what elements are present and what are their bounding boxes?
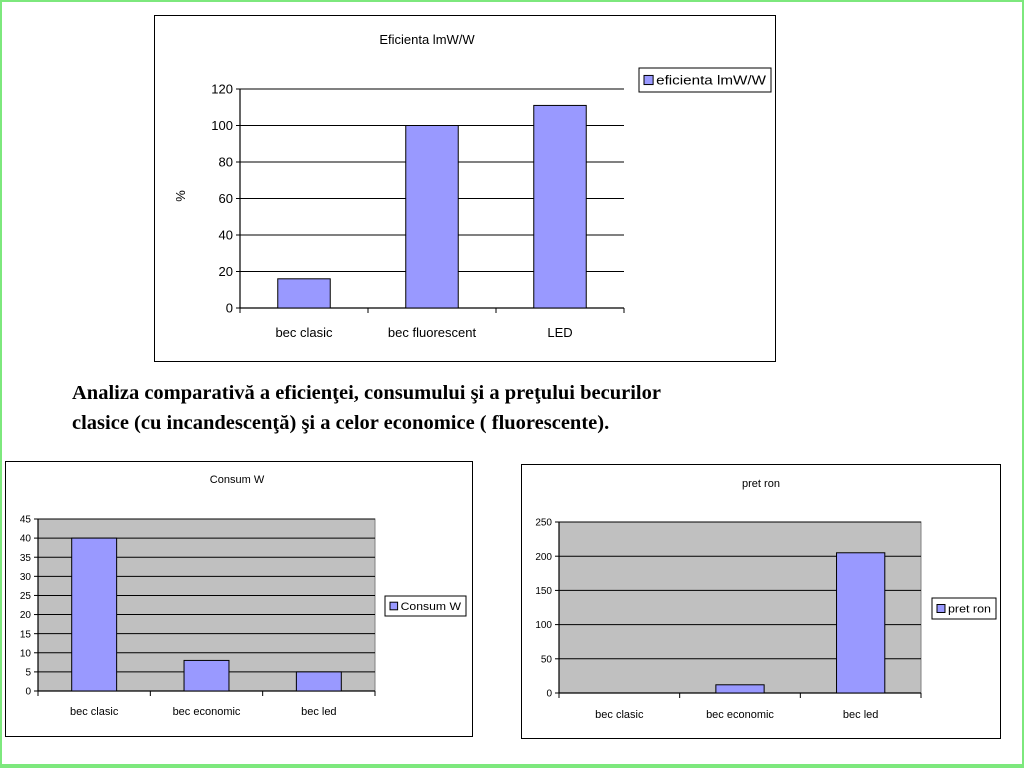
efficiency-y-tick-label: 60 [218,191,233,207]
efficiency-chart-svg [155,16,775,361]
price-legend-swatch [937,605,945,613]
consumption-bar [72,538,117,691]
efficiency-y-tick-label: 40 [218,227,233,243]
consumption-chart-svg [6,462,472,736]
price-y-tick-label: 100 [535,620,552,632]
efficiency-y-tick-label: 80 [218,154,233,170]
efficiency-bar [278,279,330,308]
efficiency-y-tick-label: 20 [218,264,233,280]
efficiency-bar [534,105,586,308]
consumption-y-tick-label: 20 [19,610,31,622]
consumption-y-tick-label: 35 [19,552,31,564]
price-bar [716,685,764,693]
price-y-tick-label: 200 [535,551,552,563]
caption-line-1: Analiza comparativă a eficienţei, consumului şi a preţului becurilor [72,382,661,404]
consumption-legend-swatch [390,602,398,610]
consumption-y-tick-label: 45 [19,514,31,526]
price-bar [837,553,885,693]
efficiency-chart [154,15,776,362]
efficiency-y-axis-label: % [173,190,188,202]
consumption-category-label: bec economic [172,706,241,718]
consumption-category-label: bec clasic [70,706,119,718]
consumption-y-tick-label: 30 [19,571,31,583]
price-chart [521,464,1001,739]
price-category-label: bec clasic [595,709,644,721]
efficiency-chart-title: Eficienta lmW/W [379,32,475,47]
efficiency-y-tick-label: 100 [211,118,233,134]
consumption-category-label: bec led [301,706,337,718]
price-chart-svg [522,465,1000,738]
efficiency-category-label: LED [547,325,573,340]
consumption-y-tick-label: 25 [19,591,31,603]
efficiency-legend-swatch [644,75,653,84]
consumption-chart [5,461,473,737]
efficiency-category-label: bec fluorescent [387,325,477,340]
consumption-chart-title: Consum W [209,474,265,486]
efficiency-bar [406,126,458,309]
consumption-y-tick-label: 10 [19,648,31,660]
consumption-y-tick-label: 5 [25,667,31,679]
efficiency-category-label: bec clasic [275,325,333,340]
efficiency-legend-label: eficienta lmW/W [656,72,767,88]
price-legend-label: pret ron [947,603,991,616]
price-category-label: bec economic [706,709,774,721]
consumption-y-tick-label: 0 [25,686,31,698]
price-category-label: bec led [842,709,879,721]
price-y-tick-label: 250 [535,517,552,529]
price-y-tick-label: 50 [540,654,552,666]
consumption-bar [184,660,229,691]
efficiency-y-tick-label: 0 [225,300,233,316]
price-chart-title: pret ron [742,478,780,490]
efficiency-y-tick-label: 120 [211,81,233,97]
price-y-tick-label: 0 [546,688,552,700]
price-y-tick-label: 150 [535,586,552,597]
caption-line-2: clasice (cu incandescenţă) şi a celor economice ( fluorescente). [72,412,610,434]
caption [72,378,932,438]
consumption-y-tick-label: 15 [19,629,31,641]
consumption-legend-label: Consum W [400,600,462,613]
consumption-bar [296,672,341,691]
consumption-y-tick-label: 40 [19,533,31,545]
